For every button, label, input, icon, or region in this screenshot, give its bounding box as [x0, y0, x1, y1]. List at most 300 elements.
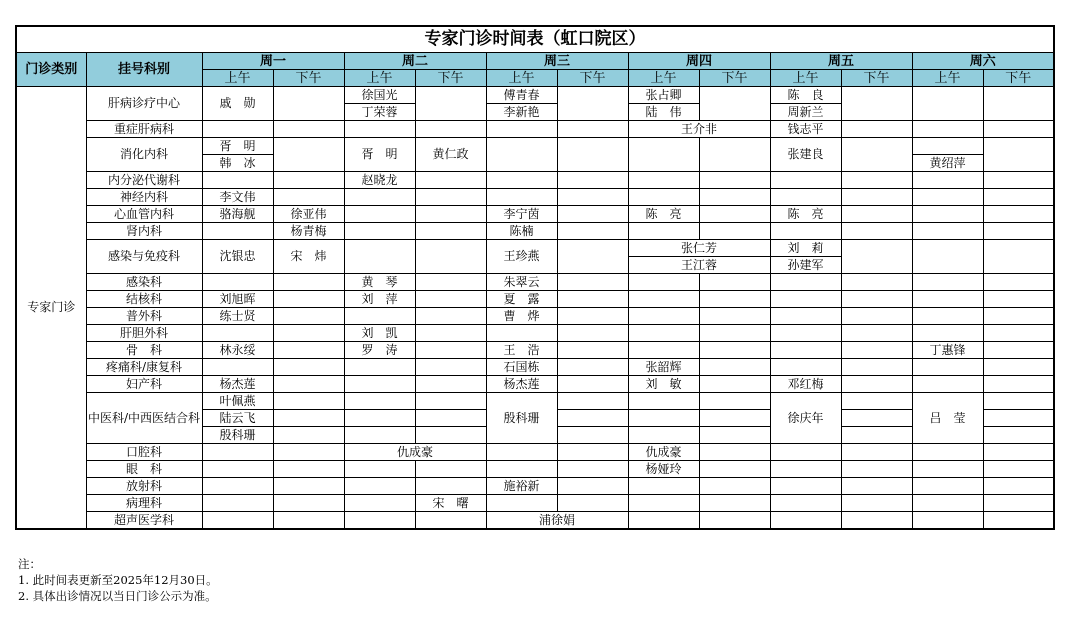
schedule-cell: 陈 良	[770, 87, 841, 104]
schedule-cell	[699, 512, 770, 530]
schedule-cell	[557, 138, 628, 172]
schedule-cell: 周新兰	[770, 104, 841, 121]
schedule-cell	[344, 376, 415, 393]
schedule-cell	[202, 444, 273, 461]
schedule-cell	[415, 512, 486, 530]
schedule-cell: 罗 涛	[344, 342, 415, 359]
schedule-cell	[415, 223, 486, 240]
schedule-cell	[699, 495, 770, 512]
schedule-cell: 黄仁政	[415, 138, 486, 172]
schedule-cell	[273, 291, 344, 308]
schedule-cell	[983, 512, 1054, 530]
schedule-cell	[486, 172, 557, 189]
schedule-cell	[273, 427, 344, 444]
schedule-cell	[699, 478, 770, 495]
schedule-cell: 李新艳	[486, 104, 557, 121]
schedule-cell	[628, 325, 699, 342]
schedule-cell	[841, 223, 912, 240]
schedule-cell	[699, 325, 770, 342]
schedule-cell	[699, 444, 770, 461]
schedule-cell	[841, 291, 912, 308]
schedule-cell: 张韶辉	[628, 359, 699, 376]
schedule-cell	[557, 478, 628, 495]
schedule-cell	[415, 274, 486, 291]
schedule-cell	[273, 495, 344, 512]
schedule-cell	[983, 189, 1054, 206]
schedule-cell	[983, 478, 1054, 495]
schedule-cell	[841, 427, 912, 444]
schedule-cell	[628, 495, 699, 512]
schedule-cell	[699, 291, 770, 308]
schedule-cell: 殷科珊	[486, 393, 557, 444]
schedule-cell	[344, 359, 415, 376]
schedule-cell	[912, 444, 983, 461]
header-day: 周四	[628, 53, 770, 70]
header-day: 周三	[486, 53, 628, 70]
department-name: 感染与免疫科	[86, 240, 202, 274]
schedule-cell: 刘 凯	[344, 325, 415, 342]
title-row	[16, 26, 1054, 53]
schedule-cell: 骆海舰	[202, 206, 273, 223]
header-pm: 下午	[699, 70, 770, 87]
department-row	[16, 393, 1054, 410]
schedule-cell	[699, 342, 770, 359]
schedule-cell	[699, 206, 770, 223]
schedule-cell: 陆 伟	[628, 104, 699, 121]
schedule-cell	[415, 240, 486, 274]
schedule-cell	[912, 512, 983, 530]
schedule-cell	[699, 223, 770, 240]
schedule-cell	[273, 325, 344, 342]
schedule-cell: 杨娅玲	[628, 461, 699, 478]
schedule-cell	[486, 495, 557, 512]
schedule-cell	[841, 495, 912, 512]
schedule-cell	[983, 291, 1054, 308]
schedule-cell: 李文伟	[202, 189, 273, 206]
schedule-cell	[912, 325, 983, 342]
header-am: 上午	[344, 70, 415, 87]
schedule-cell: 戚 勋	[202, 87, 273, 121]
schedule-cell	[699, 308, 770, 325]
notes	[18, 556, 218, 604]
header-pm: 下午	[415, 70, 486, 87]
schedule-cell	[983, 342, 1054, 359]
schedule-cell	[202, 172, 273, 189]
schedule-cell	[770, 342, 841, 359]
schedule-cell	[983, 376, 1054, 393]
schedule-cell	[557, 342, 628, 359]
schedule-cell	[557, 410, 628, 427]
schedule-cell	[699, 274, 770, 291]
schedule-cell: 林永绥	[202, 342, 273, 359]
schedule-cell	[983, 87, 1054, 121]
schedule-cell	[699, 410, 770, 427]
schedule-cell	[344, 478, 415, 495]
header-department: 挂号科别	[86, 53, 202, 87]
schedule-cell: 殷科珊	[202, 427, 273, 444]
department-name: 骨 科	[86, 342, 202, 359]
department-row	[16, 444, 1054, 461]
department-name: 普外科	[86, 308, 202, 325]
schedule-cell	[273, 376, 344, 393]
department-name: 眼 科	[86, 461, 202, 478]
schedule-cell	[912, 138, 983, 155]
schedule-cell	[983, 410, 1054, 427]
schedule-cell	[983, 206, 1054, 223]
schedule-cell	[912, 240, 983, 274]
schedule-cell	[273, 444, 344, 461]
schedule-cell	[344, 240, 415, 274]
schedule-cell	[415, 427, 486, 444]
schedule-cell: 陆云飞	[202, 410, 273, 427]
schedule-cell	[770, 325, 841, 342]
department-name: 病理科	[86, 495, 202, 512]
schedule-cell	[273, 308, 344, 325]
schedule-cell	[841, 393, 912, 410]
schedule-cell	[202, 223, 273, 240]
schedule-cell	[557, 495, 628, 512]
note-line: 1. 此时间表更新至2025年12月30日。	[18, 573, 218, 587]
schedule-cell	[841, 206, 912, 223]
department-name: 疼痛科/康复科	[86, 359, 202, 376]
header-am: 上午	[770, 70, 841, 87]
schedule-cell: 李宁茵	[486, 206, 557, 223]
schedule-cell	[912, 495, 983, 512]
schedule-cell	[557, 325, 628, 342]
department-name: 口腔科	[86, 444, 202, 461]
schedule-cell	[202, 512, 273, 530]
schedule-cell	[557, 393, 628, 410]
schedule-cell: 陈楠	[486, 223, 557, 240]
schedule-cell	[415, 308, 486, 325]
schedule-cell: 杨杰莲	[202, 376, 273, 393]
schedule-cell	[486, 121, 557, 138]
schedule-cell	[983, 274, 1054, 291]
schedule-cell	[841, 359, 912, 376]
schedule-cell	[770, 172, 841, 189]
schedule-cell	[344, 223, 415, 240]
schedule-cell: 徐国光	[344, 87, 415, 104]
schedule-cell	[912, 376, 983, 393]
schedule-cell	[983, 325, 1054, 342]
schedule-cell: 刘旭晖	[202, 291, 273, 308]
schedule-cell: 孙建军	[770, 257, 841, 274]
schedule-cell	[202, 461, 273, 478]
schedule-cell: 浦徐娟	[486, 512, 628, 530]
header-am: 上午	[628, 70, 699, 87]
schedule-cell	[202, 359, 273, 376]
schedule-cell	[699, 359, 770, 376]
schedule-cell	[557, 206, 628, 223]
schedule-cell	[628, 393, 699, 410]
schedule-cell: 傅青春	[486, 87, 557, 104]
schedule-cell: 朱翠云	[486, 274, 557, 291]
schedule-cell	[557, 461, 628, 478]
schedule-cell: 仇成豪	[628, 444, 699, 461]
schedule-cell	[983, 359, 1054, 376]
schedule-cell	[770, 359, 841, 376]
schedule-cell	[983, 461, 1054, 478]
schedule-cell	[841, 121, 912, 138]
schedule-cell: 王 浩	[486, 342, 557, 359]
department-row	[16, 512, 1054, 530]
schedule-cell: 胥 明	[344, 138, 415, 172]
department-name: 妇产科	[86, 376, 202, 393]
schedule-cell	[983, 495, 1054, 512]
schedule-cell	[202, 478, 273, 495]
notes-label: 注：	[18, 557, 41, 571]
header-day: 周五	[770, 53, 912, 70]
schedule-cell	[486, 444, 557, 461]
schedule-cell: 王介非	[628, 121, 770, 138]
page-title: 专家门诊时间表（虹口院区）	[16, 26, 1054, 53]
schedule-cell	[628, 172, 699, 189]
schedule-cell	[273, 87, 344, 121]
department-row	[16, 240, 1054, 257]
header-category: 门诊类别	[16, 53, 86, 87]
department-row	[16, 172, 1054, 189]
schedule-cell	[415, 291, 486, 308]
schedule-cell	[415, 325, 486, 342]
schedule-cell	[699, 138, 770, 172]
header-am: 上午	[202, 70, 273, 87]
note-line: 2. 具体出诊情况以当日门诊公示为准。	[18, 589, 217, 603]
schedule-cell	[415, 393, 486, 410]
schedule-cell	[841, 87, 912, 121]
schedule-cell	[983, 172, 1054, 189]
schedule-cell	[557, 223, 628, 240]
schedule-cell	[557, 189, 628, 206]
schedule-cell	[557, 359, 628, 376]
schedule-table	[15, 25, 1055, 530]
schedule-cell	[841, 274, 912, 291]
schedule-cell	[912, 291, 983, 308]
schedule-cell	[841, 172, 912, 189]
schedule-cell	[557, 308, 628, 325]
schedule-cell	[273, 359, 344, 376]
schedule-cell	[912, 172, 983, 189]
schedule-cell	[273, 461, 344, 478]
schedule-cell	[344, 427, 415, 444]
schedule-cell	[273, 478, 344, 495]
schedule-cell	[841, 138, 912, 172]
schedule-cell	[273, 512, 344, 530]
schedule-cell	[415, 461, 486, 478]
schedule-cell	[699, 427, 770, 444]
header-day: 周二	[344, 53, 486, 70]
schedule-cell: 宋 曙	[415, 495, 486, 512]
department-name: 神经内科	[86, 189, 202, 206]
schedule-cell: 沈银忠	[202, 240, 273, 274]
department-row	[16, 308, 1054, 325]
department-name: 结核科	[86, 291, 202, 308]
schedule-cell: 张占卿	[628, 87, 699, 104]
schedule-cell: 陈 亮	[628, 206, 699, 223]
schedule-cell	[628, 291, 699, 308]
schedule-cell	[628, 342, 699, 359]
category-cell: 专家门诊	[16, 87, 86, 530]
department-name: 重症肝病科	[86, 121, 202, 138]
schedule-cell: 石国栋	[486, 359, 557, 376]
department-row	[16, 274, 1054, 291]
schedule-cell	[841, 410, 912, 427]
department-name: 感染科	[86, 274, 202, 291]
schedule-cell: 刘 莉	[770, 240, 841, 257]
department-name: 肝胆外科	[86, 325, 202, 342]
schedule-cell	[628, 512, 699, 530]
department-row	[16, 461, 1054, 478]
schedule-cell	[983, 121, 1054, 138]
schedule-cell	[273, 393, 344, 410]
schedule-cell	[415, 172, 486, 189]
schedule-cell	[628, 410, 699, 427]
schedule-cell	[983, 308, 1054, 325]
schedule-cell	[557, 427, 628, 444]
schedule-cell	[841, 308, 912, 325]
schedule-cell: 吕 莹	[912, 393, 983, 444]
department-name: 心血管内科	[86, 206, 202, 223]
schedule-cell: 黄 琴	[344, 274, 415, 291]
schedule-cell	[628, 308, 699, 325]
schedule-cell: 王珍燕	[486, 240, 557, 274]
schedule-cell: 曹 烨	[486, 308, 557, 325]
schedule-cell: 钱志平	[770, 121, 841, 138]
header-day: 周一	[202, 53, 344, 70]
schedule-cell	[841, 478, 912, 495]
schedule-cell	[344, 393, 415, 410]
schedule-cell	[770, 495, 841, 512]
schedule-cell: 张仁芳	[628, 240, 770, 257]
schedule-cell	[912, 308, 983, 325]
schedule-cell: 徐庆年	[770, 393, 841, 444]
schedule-cell: 练士贤	[202, 308, 273, 325]
schedule-cell	[770, 444, 841, 461]
department-row	[16, 87, 1054, 104]
schedule-cell	[344, 495, 415, 512]
schedule-cell	[983, 138, 1054, 172]
department-name: 超声医学科	[86, 512, 202, 530]
schedule-cell	[699, 172, 770, 189]
schedule-cell: 施裕新	[486, 478, 557, 495]
header-pm: 下午	[983, 70, 1054, 87]
schedule-cell	[912, 223, 983, 240]
schedule-cell	[415, 359, 486, 376]
department-row	[16, 121, 1054, 138]
schedule-cell	[202, 274, 273, 291]
schedule-cell	[912, 121, 983, 138]
schedule-cell	[628, 478, 699, 495]
schedule-cell	[912, 274, 983, 291]
schedule-cell	[415, 121, 486, 138]
department-row	[16, 291, 1054, 308]
schedule-cell	[344, 189, 415, 206]
department-row	[16, 189, 1054, 206]
schedule-cell	[557, 444, 628, 461]
schedule-cell	[770, 189, 841, 206]
schedule-cell	[628, 189, 699, 206]
schedule-cell	[841, 342, 912, 359]
schedule-cell: 陈 亮	[770, 206, 841, 223]
schedule-cell	[486, 461, 557, 478]
schedule-document	[15, 25, 1053, 530]
schedule-cell	[415, 410, 486, 427]
header-pm: 下午	[841, 70, 912, 87]
schedule-cell: 邓红梅	[770, 376, 841, 393]
schedule-cell: 杨杰莲	[486, 376, 557, 393]
department-row	[16, 325, 1054, 342]
department-name: 内分泌代谢科	[86, 172, 202, 189]
schedule-cell	[841, 512, 912, 530]
schedule-cell	[557, 291, 628, 308]
schedule-cell	[912, 189, 983, 206]
schedule-cell	[699, 461, 770, 478]
schedule-cell	[770, 512, 841, 530]
schedule-cell	[983, 393, 1054, 410]
schedule-cell	[557, 240, 628, 274]
schedule-cell: 宋 炜	[273, 240, 344, 274]
schedule-cell	[486, 325, 557, 342]
department-name: 肾内科	[86, 223, 202, 240]
schedule-cell	[202, 121, 273, 138]
schedule-cell	[841, 240, 912, 274]
schedule-cell: 刘 敏	[628, 376, 699, 393]
schedule-cell	[912, 461, 983, 478]
schedule-cell	[699, 189, 770, 206]
schedule-cell: 赵晓龙	[344, 172, 415, 189]
schedule-cell	[273, 172, 344, 189]
schedule-cell	[770, 274, 841, 291]
schedule-cell	[415, 189, 486, 206]
schedule-cell	[841, 444, 912, 461]
schedule-cell	[841, 461, 912, 478]
schedule-cell	[557, 274, 628, 291]
schedule-cell: 张建良	[770, 138, 841, 172]
schedule-cell: 王江蓉	[628, 257, 770, 274]
schedule-cell	[699, 376, 770, 393]
department-row	[16, 495, 1054, 512]
schedule-cell	[770, 223, 841, 240]
schedule-cell	[202, 325, 273, 342]
schedule-cell	[344, 308, 415, 325]
header-am: 上午	[912, 70, 983, 87]
schedule-cell	[912, 478, 983, 495]
department-row	[16, 223, 1054, 240]
schedule-cell	[983, 240, 1054, 274]
department-row	[16, 342, 1054, 359]
schedule-cell	[983, 223, 1054, 240]
schedule-cell	[699, 87, 770, 121]
department-name: 放射科	[86, 478, 202, 495]
schedule-cell	[770, 461, 841, 478]
schedule-cell: 丁惠锋	[912, 342, 983, 359]
schedule-cell	[912, 206, 983, 223]
schedule-cell	[486, 138, 557, 172]
schedule-cell	[415, 376, 486, 393]
schedule-cell	[628, 427, 699, 444]
schedule-cell	[557, 376, 628, 393]
schedule-cell	[415, 206, 486, 223]
schedule-cell: 胥 明	[202, 138, 273, 155]
schedule-cell: 叶佩燕	[202, 393, 273, 410]
schedule-cell	[415, 478, 486, 495]
schedule-cell	[699, 393, 770, 410]
schedule-cell	[273, 410, 344, 427]
schedule-cell: 韩 冰	[202, 155, 273, 172]
department-name: 中医科/中西医结合科	[86, 393, 202, 444]
schedule-cell	[344, 121, 415, 138]
schedule-cell	[273, 121, 344, 138]
schedule-cell	[841, 376, 912, 393]
